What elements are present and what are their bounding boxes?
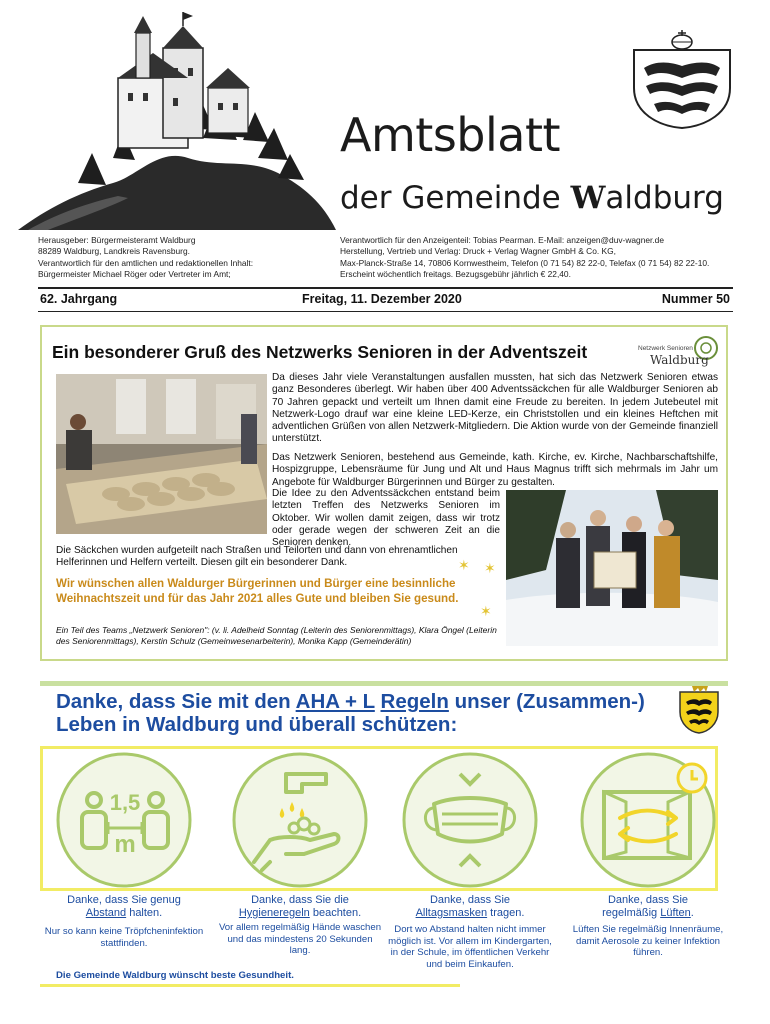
article-paragraph: Das Netzwerk Senioren, bestehend aus Gemeinde, kath. Kirche, ev. Kirche, Nachbarschaftshilfe, Hospizgruppe, Lebensräume für Jung und Alt und Haus Magnus trifft sich mehrmals im Jahr um Angebote für Waldburger Bürgerinnen und Bürger zu gestalten. — [272, 452, 718, 488]
svg-text:Netzwerk Senioren: Netzwerk Senioren — [638, 345, 693, 352]
castle-illustration — [18, 8, 336, 230]
volume: 62. Jahrgang — [40, 292, 118, 306]
aha-item-hygiene-text: Vor allem regelmäßig Hände waschen und das mindestens 20 Sekunden lang. — [218, 922, 382, 956]
star-icon: ✶ — [458, 557, 470, 573]
masthead-title: Amtsblatt — [340, 108, 561, 162]
divider — [38, 287, 733, 289]
ventilation-window-icon — [580, 752, 716, 888]
aha-item-distance-title: Danke, dass Sie genug Abstand halten. — [67, 894, 181, 919]
photo-team-snow — [506, 490, 718, 646]
issue-number: Nummer 50 — [661, 292, 730, 306]
aha-item-mask-title: Danke, dass Sie Alltagsmasken tragen. — [415, 894, 525, 919]
aha-headline: Danke, dass Sie mit den AHA + L Regeln unser (Zusammen-) Leben in Waldburg und überall schützen: — [56, 690, 645, 736]
star-icon: ✶ — [484, 560, 496, 576]
svg-text:m: m — [114, 831, 136, 858]
divider — [38, 311, 733, 312]
publisher-info: Herausgeber: Bürgermeisteramt Waldburg 88289 Waldburg, Landkreis Ravensburg. Verantwortlich für den amtlichen und redaktionellen Inhalt: Bürgermeister Michael Röger oder Vertreter im Amt; — [38, 235, 254, 279]
svg-text:1,5: 1,5 — [109, 790, 141, 815]
article-paragraph: Die Idee zu den Adventssäckchen entstand beim letzten Treffen des Netzwerks Senioren im Oktober. Wir wollen damit zeigen, dass wir trotz oder gerade wegen der schweren Zeit an die Senioren denken. — [272, 488, 500, 549]
photo-packing-bags — [56, 374, 267, 534]
aha-footer-note: Die Gemeinde Waldburg wünscht beste Gesundheit. — [56, 970, 294, 981]
svg-text:Waldburg: Waldburg — [650, 353, 709, 367]
masthead-subtitle: der Gemeinde Waldburg — [340, 180, 724, 216]
baden-wuerttemberg-coat-of-arms-icon — [676, 686, 722, 734]
aha-item-ventilation-text: Lüften Sie regelmäßig Innenräume, damit Aerosole zu keiner Infektion führen. — [572, 924, 724, 958]
aha-item-distance-text: Nur so kann keine Tröpfcheninfektion stattfinden. — [44, 926, 204, 949]
article-title: Ein besonderer Gruß des Netzwerks Senioren in der Adventszeit — [52, 342, 588, 362]
holiday-greeting: Wir wünschen allen Waldurger Bürgerinnen und Bürger eine besinnliche Weihnachtszeit und für das Jahr 2021 alles Gute und bleiben Sie gesund. — [56, 577, 459, 605]
face-mask-icon — [402, 752, 538, 888]
photo-caption: Ein Teil des Teams „Netzwerk Senioren": (v. li. Adelheid Sonntag (Leiterin des Seniorenmittags), Klara Öngel (Leiterin des Seniorenmittags), Kerstin Schulz (Gemeinwesenarbeiterin), Monika Kapp (Gemeinderätin) — [56, 625, 497, 646]
handwashing-icon — [232, 752, 368, 888]
article-paragraph: Die Säckchen wurden aufgeteilt nach Straßen und Teilorten und dann von ehrenamtlichen Helferinnen und Helfern verteilt. Diesen gilt ein besonderer Dank. — [56, 545, 458, 569]
aha-item-hygiene-title: Danke, dass Sie die Hygieneregeln beachten. — [238, 894, 362, 919]
netzwerk-senioren-logo — [636, 332, 720, 372]
distance-icon — [56, 752, 192, 888]
star-icon: ✶ — [480, 603, 492, 619]
imprint-info: Verantwortlich für den Anzeigenteil: Tobias Pearman. E-Mail: anzeigen@duv-wagner.de Herstellung, Vertrieb und Verlag: Druck + Verlag Wagner GmbH & Co. KG, Max-Planck-Straße 14, 70806 Kornwestheim, Telefon (0 71 54) 82 22-0, Telefax (0 71 54) 82 22-10. Erscheint wöchentlich freitags. Bezugsgebühr jährlich € 22,40. — [340, 235, 710, 279]
aha-item-mask-text: Dort wo Abstand halten nicht immer möglich ist. Vor allem im Kindergarten, in der Schule, im öffentlichen Verkehr und beim Einkaufen. — [388, 924, 552, 970]
municipal-crest — [626, 28, 738, 130]
section-divider — [40, 681, 728, 686]
issue-meta — [40, 292, 730, 308]
article-paragraph: Da dieses Jahr viele Veranstaltungen ausfallen mussten, hat sich das Netzwerk Senioren etwas ganz Besonderes überlegt. Wir haben über 400 Adventssäckchen für alle Waldburger Senioren ab 70 Jahren gepackt und verteilt um Ihnen damit eine Freude zu bereiten. In jedem Jutebeutel mit Netzwerk-Logo drauf war eine kleine LED-Kerze, ein Christstollen und ein kleines Heftchen mit adventlichen Grüßen von allen Netzwerk-Mitgliedern. Die Aktion wurde von der Gemeinde finanziell unterstützt. — [272, 372, 718, 445]
aha-item-ventilation-title: Danke, dass Sie regelmäßig Lüften. — [602, 894, 694, 919]
issue-date: Freitag, 11. Dezember 2020 — [302, 292, 462, 306]
aha-frame-bottom — [40, 984, 460, 987]
